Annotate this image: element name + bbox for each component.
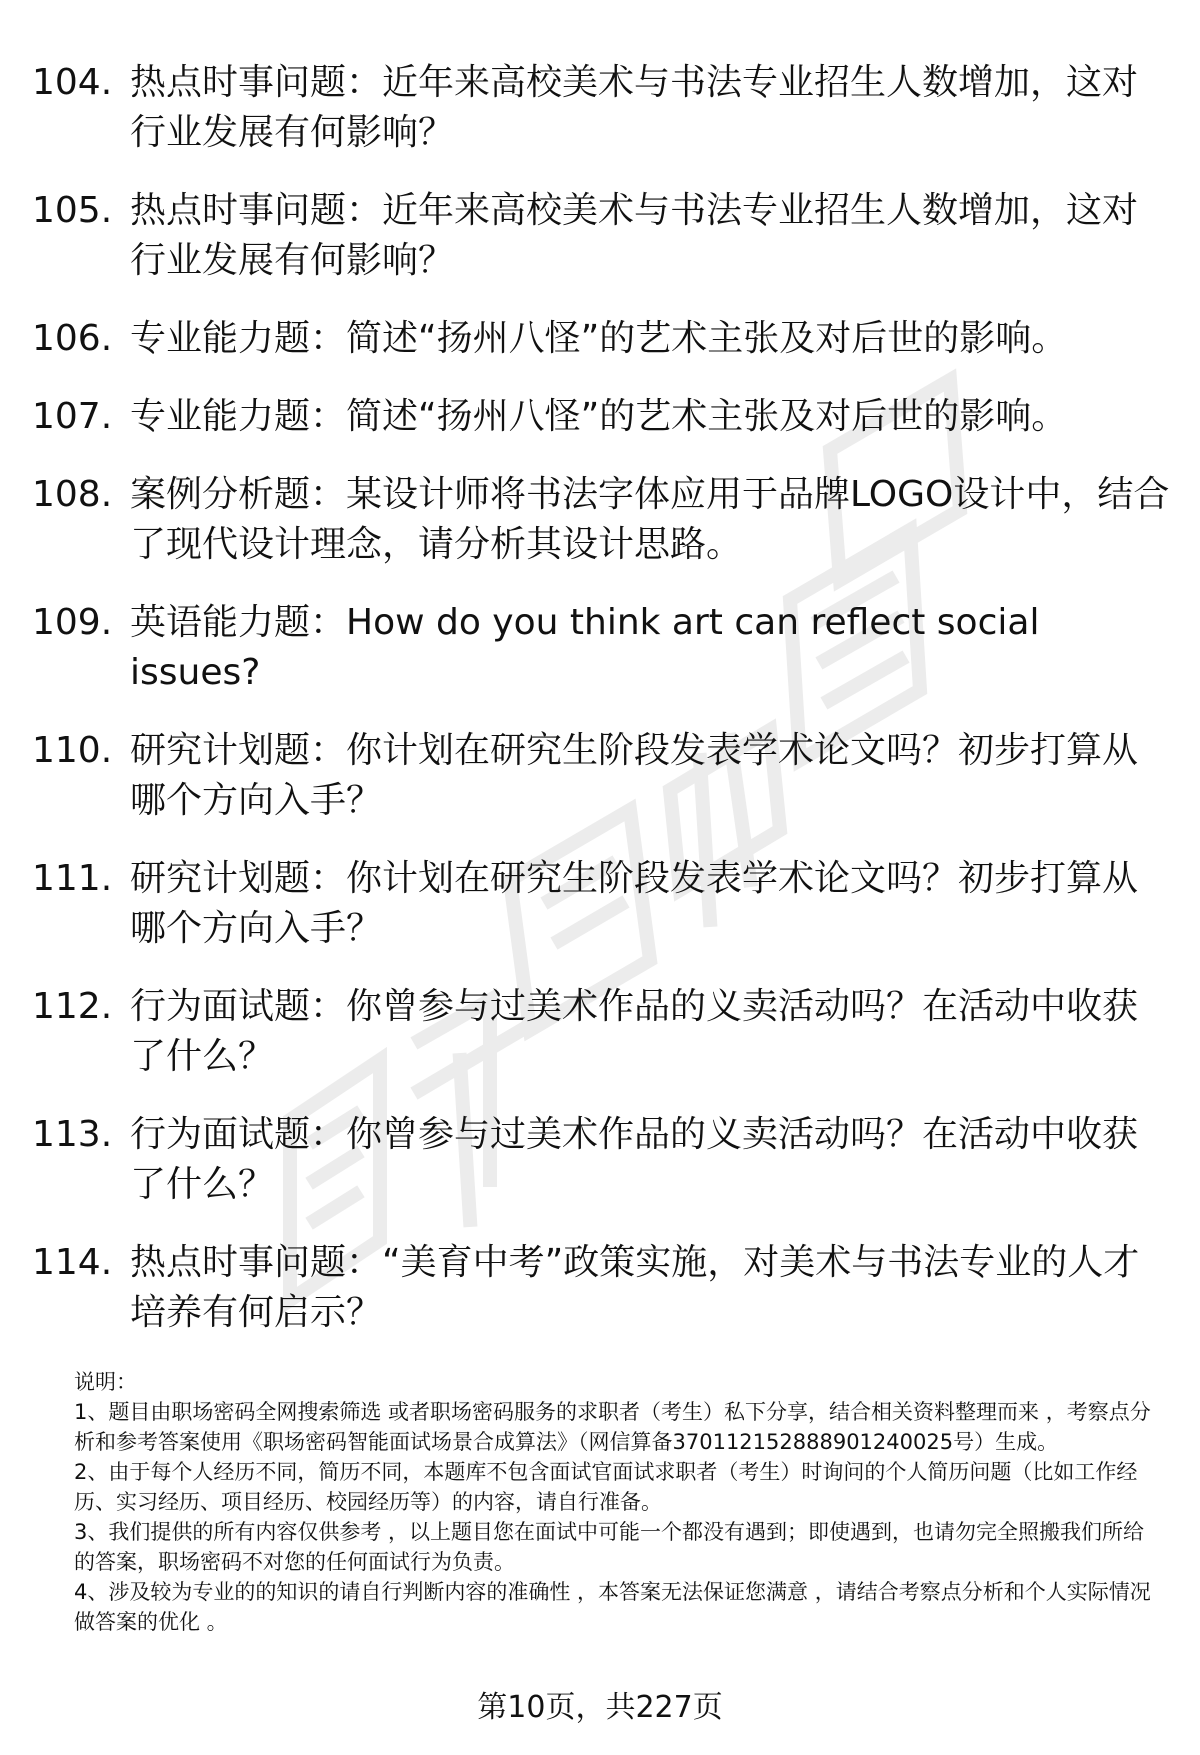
question-text: 专业能力题：简述“扬州八怪”的艺术主张及对后世的影响。 [130,396,1068,437]
question-number: 110. [32,730,113,771]
question-text: 研究计划题：你计划在研究生阶段发表学术论文吗？初步打算从哪个方向入手？ [130,858,1139,949]
note-item: 2、由于每个人经历不同，简历不同，本题库不包含面试官面试求职者（考生）时询问的个人简历问题（比如工作经历、实习经历、项目经历、校园经历等）的内容，请自行准备。 [74,1460,1138,1514]
question-item [32,854,1172,954]
question-text: 案例分析题：某设计师将书法字体应用于品牌LOGO设计中，结合了现代设计理念，请分析其设计思路。 [130,474,1170,565]
question-text: 行为面试题：你曾参与过美术作品的义卖活动吗？在活动中收获了什么？ [130,986,1139,1077]
question-list [32,58,1172,1366]
question-number: 111. [32,858,113,899]
question-item [32,186,1172,286]
question-item [32,470,1172,570]
note-item: 3、我们提供的所有内容仅供参考 ，以上题目您在面试中可能一个都没有遇到；即使遇到，也请勿完全照搬我们所给的答案，职场密码不对您的任何面试行为负责。 [74,1520,1145,1574]
question-number: 105. [32,190,113,231]
question-item [32,1238,1172,1338]
question-text: 专业能力题：简述“扬州八怪”的艺术主张及对后世的影响。 [130,318,1068,359]
question-item [32,726,1172,826]
question-text: 研究计划题：你计划在研究生阶段发表学术论文吗？初步打算从哪个方向入手？ [130,730,1139,821]
question-number: 106. [32,318,113,359]
question-item [32,58,1172,158]
question-item [32,392,1172,442]
question-item [32,598,1172,698]
question-text: 热点时事问题：近年来高校美术与书法专业招生人数增加，这对行业发展有何影响？ [130,62,1139,153]
question-number: 112. [32,986,113,1027]
question-number: 108. [32,474,113,515]
question-item [32,1110,1172,1210]
question-item [32,314,1172,364]
question-number: 107. [32,396,113,437]
question-number: 109. [32,602,113,643]
question-text: 热点时事问题：“美育中考”政策实施，对美术与书法专业的人才培养有何启示？ [130,1242,1140,1333]
question-number: 104. [32,62,113,103]
question-text: 热点时事问题：近年来高校美术与书法专业招生人数增加，这对行业发展有何影响？ [130,190,1139,281]
question-text: 行为面试题：你曾参与过美术作品的义卖活动吗？在活动中收获了什么？ [130,1114,1139,1205]
note-item: 4、涉及较为专业的的知识的请自行判断内容的准确性 ，本答案无法保证您满意 ，请结合考察点分析和个人实际情况做答案的优化 。 [74,1580,1151,1634]
question-item [32,982,1172,1082]
notes-section [74,1367,1154,1637]
question-number: 113. [32,1114,113,1155]
notes-heading: 说明： [74,1370,137,1394]
note-item: 1、题目由职场密码全网搜索筛选 或者职场密码服务的求职者（考生）私下分享，结合相关资料整理而来 ，考察点分析和参考答案使用《职场密码智能面试场景合成算法》（网信算备370112152888901240025号）生成。 [74,1400,1151,1454]
question-number: 114. [32,1242,113,1283]
page-number: 第10页，共227页 [477,1690,723,1725]
question-text: 英语能力题：How do you think art can reflect social issues? [130,602,1040,693]
